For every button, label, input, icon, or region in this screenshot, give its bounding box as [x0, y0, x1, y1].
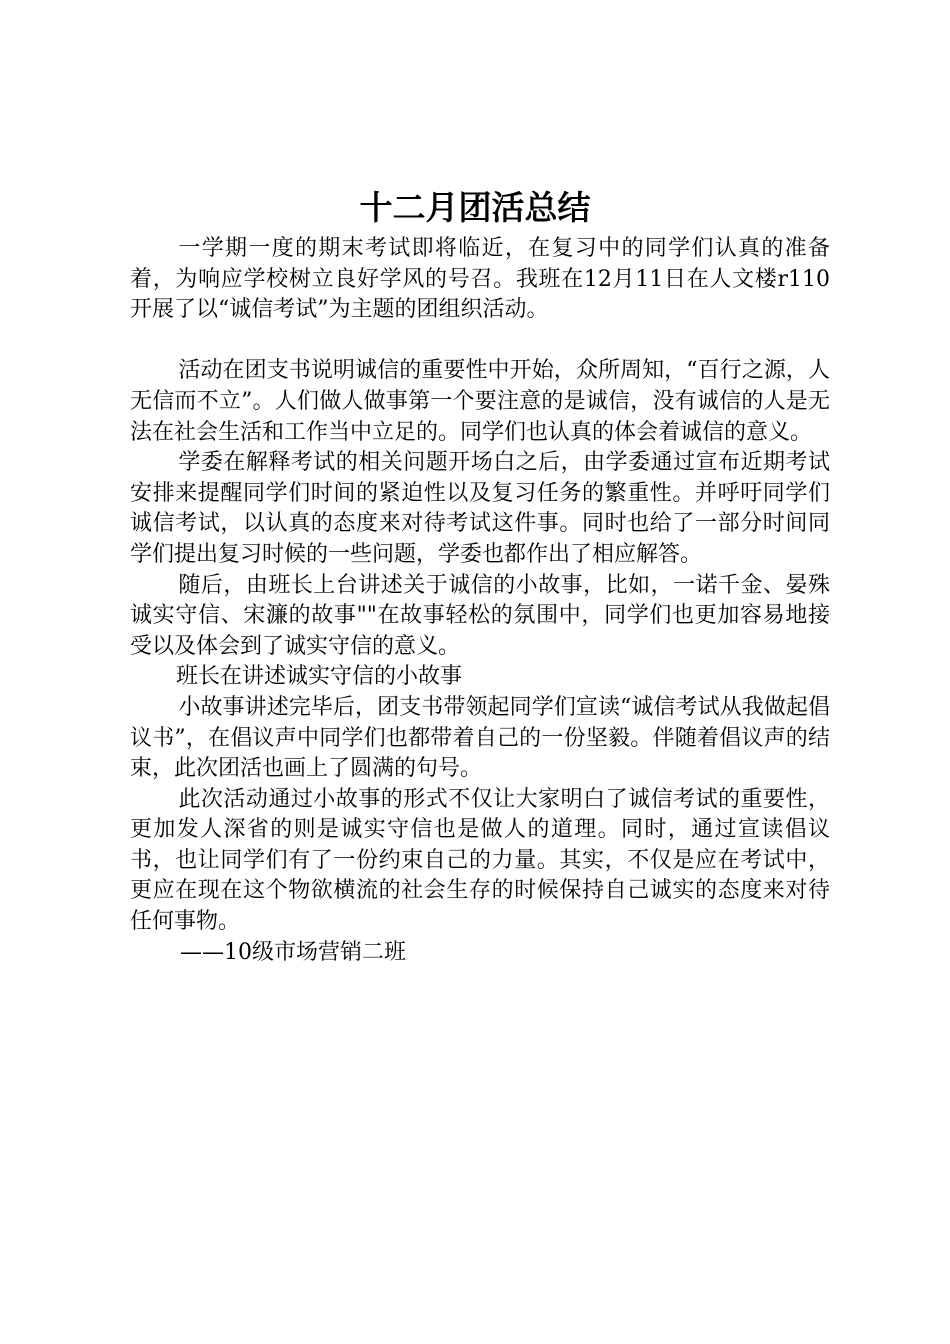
paragraph-opening: 活动在团支书说明诚信的重要性中开始，众所周知，“百行之源，人无信而不立”。人们做人做事第一个要注意的是诚信，没有诚信的人是无法在社会生活和工作当中立足的。同学们也认真的体会着诚信的意义。 — [130, 358, 830, 445]
document-body — [130, 234, 830, 968]
blank-line — [130, 326, 830, 357]
signature: ——10级市场营销二班 — [180, 939, 406, 965]
paragraph-intro: 一学期一度的期末考试即将临近，在复习中的同学们认真的准备着，为响应学校树立良好学风的号召。我班在12月11日在人文楼r110开展了以“诚信考试”为主题的团组织活动。 — [130, 236, 830, 323]
photo-caption: 班长在讲述诚实守信的小故事 — [176, 664, 463, 690]
paragraph-pledge: 小故事讲述完毕后，团支书带领起同学们宣读“诚信考试从我做起倡议书”，在倡议声中同学们也都带着自己的一份坚毅。伴随着倡议声的结束，此次团活也画上了圆满的句号。 — [130, 694, 830, 782]
paragraph-monitor-story: 随后，由班长上台讲述关于诚信的小故事，比如，一诺千金、晏殊诚实守信、宋濂的故事""在故事轻松的氛围中，同学们也更加容易地接受以及体会到了诚实守信的意义。 — [130, 572, 830, 659]
document-title: 十二月团活总结 — [359, 188, 591, 227]
paragraph-conclusion: 此次活动通过小故事的形式不仅让大家明白了诚信考试的重要性，更加发人深省的则是诚实守信也是做人的道理。同时，通过宣读倡议书，也让同学们有了一份约束自己的力量。其实，不仅是应在考试中，更应在现在这个物欲横流的社会生存的时候保持自己诚实的态度来对待任何事物。 — [130, 786, 830, 935]
paragraph-study-committee: 学委在解释考试的相关问题开场白之后，由学委通过宣布近期考试安排来提醒同学们时间的紧迫性以及复习任务的繁重性。并呼吁同学们诚信考试，以认真的态度来对待考试这件事。同时也给了一部分时间同学们提出复习时候的一些问题，学委也都作出了相应解答。 — [130, 450, 830, 567]
